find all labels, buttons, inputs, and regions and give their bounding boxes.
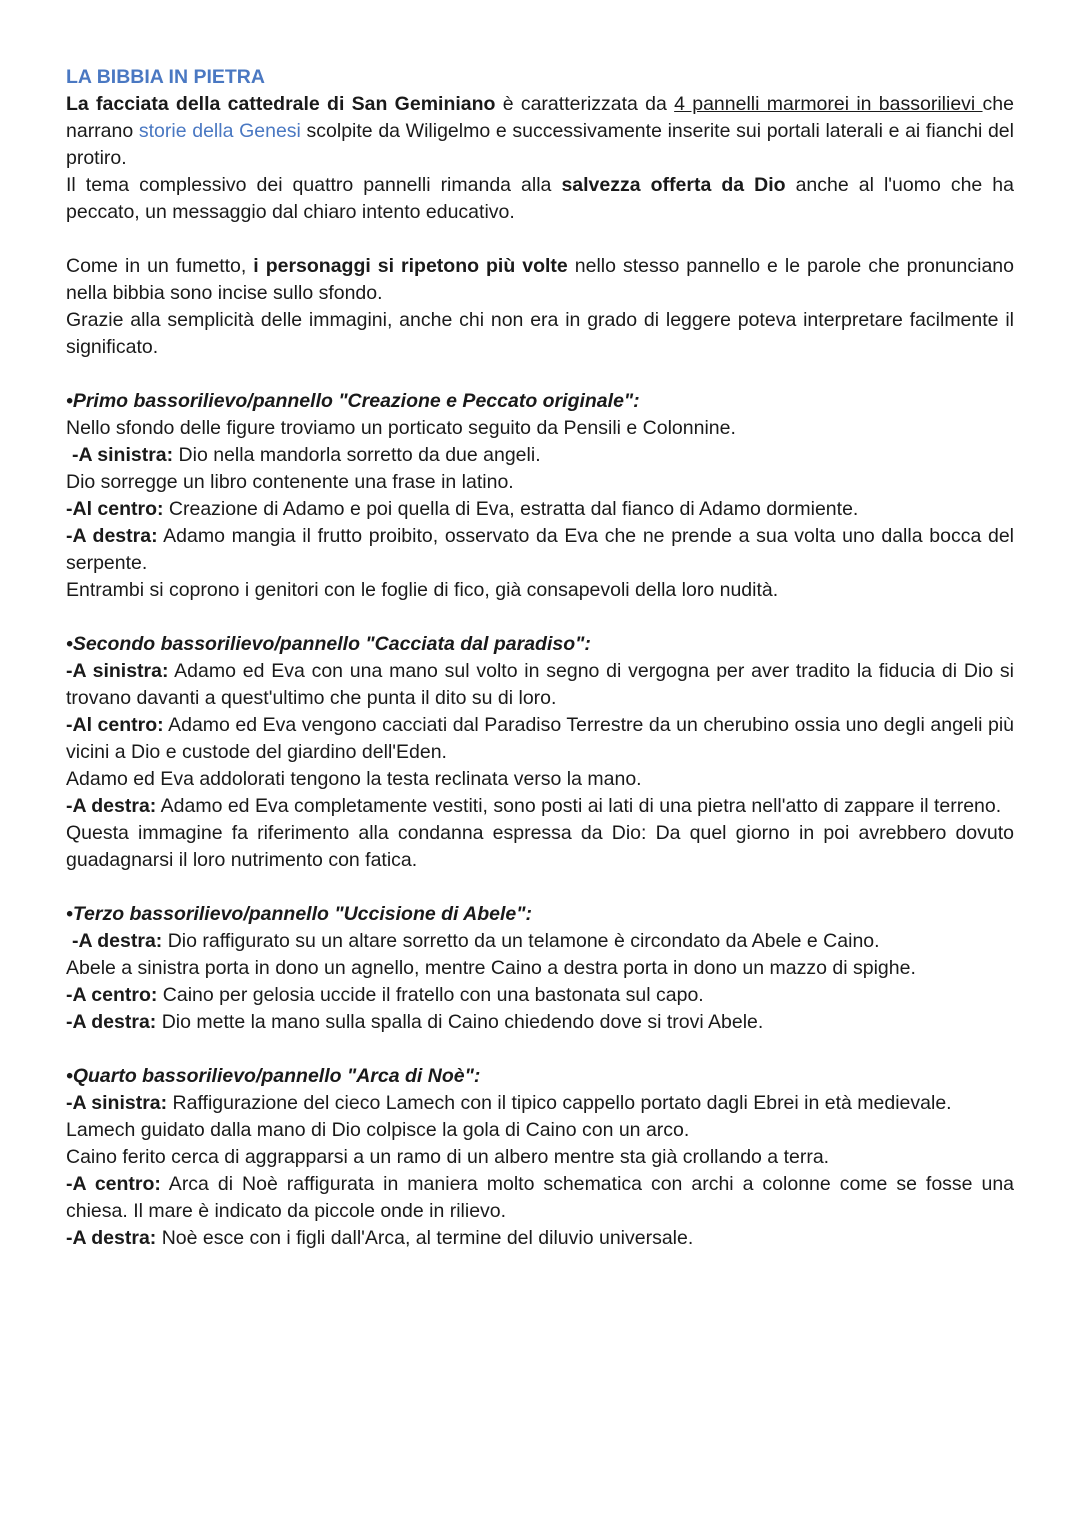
highlighted-text: storie della Genesi [138,120,301,142]
panel-2-line: Questa immagine fa riferimento alla condanna espressa da Dio: Da quel giorno in poi avrebbero dovuto guadagnarsi il loro nutrimento con fatica. [66,822,1014,871]
panel-3-line: Abele a sinistra porta in dono un agnello, mentre Caino a destra porta in dono un mazzo di spighe. [66,957,916,979]
panel-1-line: Nello sfondo delle figure troviamo un porticato seguito da Pensili e Colonnine. [66,417,736,439]
panel-4-line: -A destra: Noè esce con i figli dall'Arca, al termine del diluvio universale. [66,1227,694,1249]
panel-2-line: -Al centro: Adamo ed Eva vengono cacciati dal Paradiso Terrestre da un cherubino ossia uno degli angeli più vicini a Dio e custode del giardino dell'Eden. [66,714,1014,763]
panel-4-line: -A centro: Arca di Noè raffigurata in maniera molto schematica con archi a colonne come se fosse una chiesa. Il mare è indicato da piccole onde in rilievo. [66,1173,1015,1222]
underlined-text: 4 pannelli marmorei in bassorilievi [674,93,983,115]
panel-3-line: -A destra: Dio mette la mano sulla spalla di Caino chiedendo dove si trovi Abele. [66,1011,764,1033]
document-title: LA BIBBIA IN PIETRA [66,66,265,88]
intro-paragraph-2: Il tema complessivo dei quattro pannelli rimanda alla salvezza offerta da Dio anche al l'uomo che ha peccato, un messaggio dal chiaro intento educativo. [66,174,1015,223]
panel-1-line: -Al centro: Creazione di Adamo e poi quella di Eva, estratta dal fianco di Adamo dormiente. [66,498,859,520]
panel-1-heading: •Primo bassorilievo/pannello "Creazione e Peccato originale": [66,390,640,412]
panel-2-line: Adamo ed Eva addolorati tengono la testa reclinata verso la mano. [66,768,642,790]
panel-4-heading: •Quarto bassorilievo/pannello "Arca di Noè": [66,1065,481,1087]
panel-1-line: -A destra: Adamo mangia il frutto proibito, osservato da Eva che ne prende a sua volta uno dalla bocca del serpente. [66,525,1014,574]
intro-paragraph-4: Grazie alla semplicità delle immagini, anche chi non era in grado di leggere poteva interpretare facilmente il significato. [66,309,1014,358]
panel-3-line: -A centro: Caino per gelosia uccide il fratello con una bastonata sul capo. [66,984,704,1006]
intro-paragraph-1: La facciata della cattedrale di San Geminiano è caratterizzata da 4 pannelli marmorei in bassorilievi che narrano storie della Genesi scolpite da Wiligelmo e successivamente inserite sui portali laterali e ai fianchi del protiro. [66,93,1014,169]
panel-3-line: -A destra: Dio raffigurato su un altare sorretto da un telamone è circondato da Abele e Caino. [72,930,880,952]
panel-3-heading: •Terzo bassorilievo/pannello "Uccisione di Abele": [66,903,532,925]
panel-2-heading: •Secondo bassorilievo/pannello "Cacciata dal paradiso": [66,633,591,655]
panel-1-line: Entrambi si coprono i genitori con le foglie di fico, già consapevoli della loro nudità. [66,579,779,601]
panel-2-line: -A destra: Adamo ed Eva completamente vestiti, sono posti ai lati di una pietra nell'atto di zappare il terreno. [66,795,1002,817]
panel-4-line: Caino ferito cerca di aggrapparsi a un ramo di un albero mentre sta già crollando a terra. [66,1146,830,1168]
intro-paragraph-3: Come in un fumetto, i personaggi si ripetono più volte nello stesso pannello e le parole che pronunciano nella bibbia sono incise sullo sfondo. [66,255,1014,304]
panel-4-line: Lamech guidato dalla mano di Dio colpisce la gola di Caino con un arco. [66,1119,690,1141]
intro-bold-1: La facciata della cattedrale di San Geminiano [66,93,496,115]
panel-1-line: -A sinistra: Dio nella mandorla sorretto da due angeli. [72,444,541,466]
panel-1-line: Dio sorregge un libro contenente una frase in latino. [66,471,514,493]
panel-2-line: -A sinistra: Adamo ed Eva con una mano sul volto in segno di vergogna per aver tradito la fiducia di Dio si trovano davanti a quest'ultimo che punta il dito su di loro. [66,660,1014,709]
panel-4-line: -A sinistra: Raffigurazione del cieco Lamech con il tipico cappello portato dagli Ebrei in età medievale. [66,1092,952,1114]
